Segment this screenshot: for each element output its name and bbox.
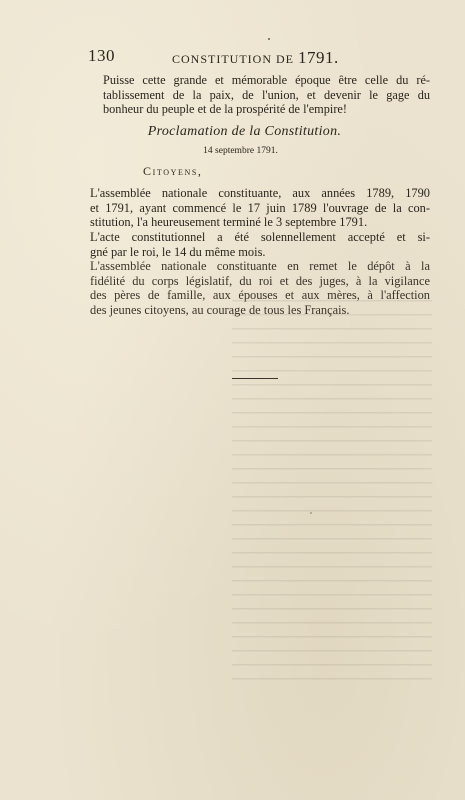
text-line: L'assemblée nationale constituante en remet le dépôt à la — [90, 259, 430, 273]
section-divider-rule — [232, 378, 278, 379]
paper-speck — [268, 38, 270, 40]
proclamation-title: Proclamation de la Constitution. — [147, 124, 342, 139]
text-line: des pères de famille, aux épouses et aux mères, à l'affection — [90, 288, 430, 303]
text-line: L'assemblée nationale constituante, aux années 1789, 1790 — [90, 186, 430, 200]
text-line: L'acte constitutionnel a été solennellement accepté et si- — [90, 230, 430, 244]
text-line: des jeunes citoyens, au courage de tous les Français. — [90, 302, 350, 317]
paper-speck — [310, 512, 312, 514]
running-title-year: 1791. — [298, 48, 339, 67]
running-title — [172, 48, 339, 68]
page-header — [88, 46, 444, 66]
date-line — [0, 146, 465, 156]
text-line: bonheur du peuple et de la prospérité de l'empire! — [103, 102, 347, 117]
proclamation-date: 14 septembre 1791. — [203, 146, 278, 156]
salutation: Citoyens, — [143, 164, 203, 178]
running-title-text: CONSTITUTION DE — [172, 52, 294, 66]
text-line: et 1791, ayant commencé le 17 juin 1789 l'ouvrage de la con- — [90, 200, 430, 215]
paragraph-act-accepted — [90, 230, 430, 259]
text-line: fidélité du corps législatif, du roi et des juges, à la vigilance — [90, 273, 430, 288]
text-line: Puisse cette grande et mémorable époque être celle du ré- — [103, 73, 430, 87]
text-line: tablissement de la paix, de l'union, et devenir le gage du — [103, 87, 430, 102]
text-line: gné par le roi, le 14 du même mois. — [90, 244, 266, 259]
paragraph-assembly — [90, 186, 430, 230]
page-number: 130 — [88, 46, 115, 65]
paragraph-closing-wish — [103, 73, 430, 117]
text-line: stitution, l'a heureusement terminé le 3 septembre 1791. — [90, 215, 368, 230]
section-heading — [0, 124, 465, 140]
paragraph-deposit — [90, 259, 430, 317]
reverse-side-bleed-through — [232, 300, 432, 680]
